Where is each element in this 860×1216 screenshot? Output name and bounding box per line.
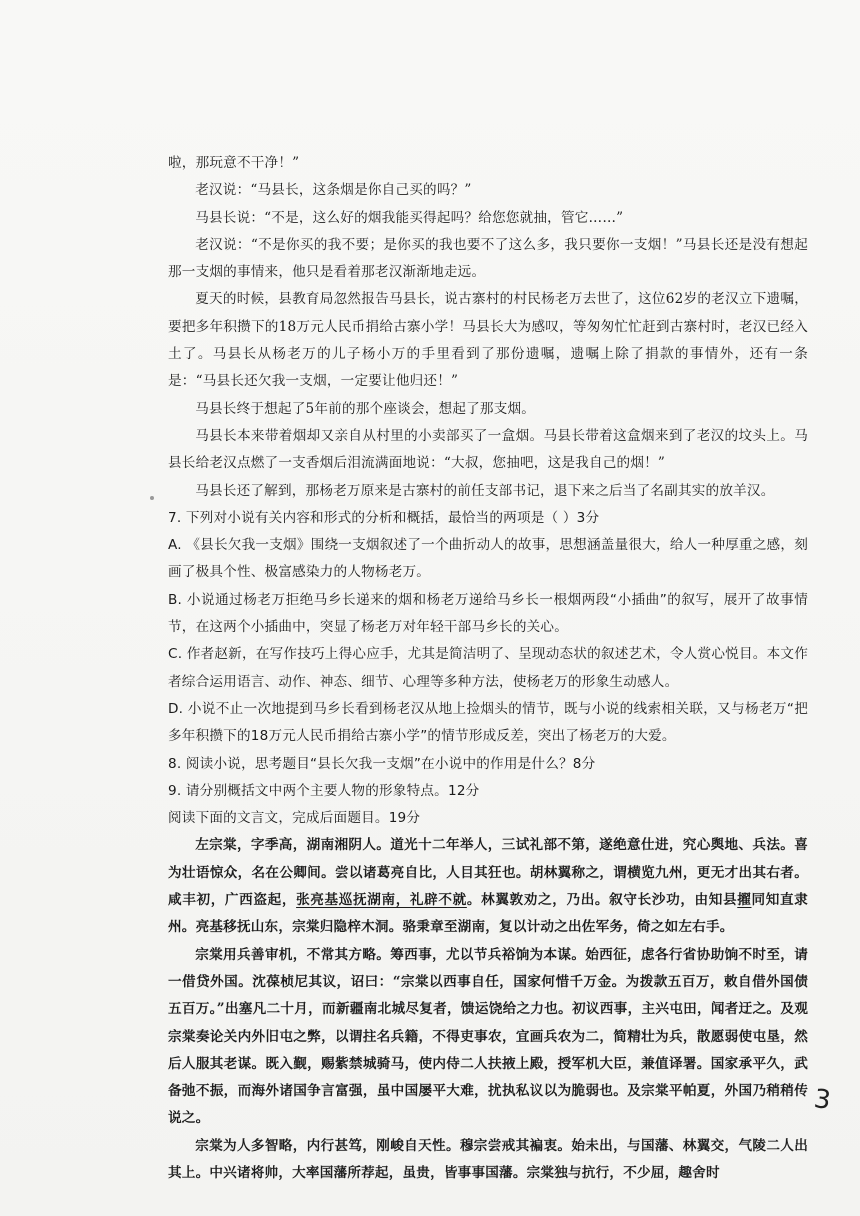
page-number: 3 (811, 1083, 833, 1117)
classical-paragraph-1-part-c: 同知直隶州。亮基移抚山东，宗棠归隐梓木洞。骆秉章至湖南，复以计动之出佐军务，倚之如左右手。 (168, 892, 808, 936)
classical-paragraph-1 (168, 832, 808, 941)
story-paragraph-7: 马县长本来带着烟却又亲自从村里的小卖部买了一盒烟。马县长带着这盒烟来到了老汉的坟头上。马县长给老汉点燃了一支香烟后泪流满面地说：“大叔，您抽吧，这是我自己的烟！” (168, 427, 808, 472)
question-8: 8. 阅读小说，思考题目“县长欠我一支烟”在小说中的作用是什么？8分 (168, 755, 596, 772)
scan-speck (150, 496, 154, 500)
question-7-option-a: A. 《县长欠我一支烟》围绕一支烟叙述了一个曲折动人的故事，思想涵盖量很大，给人一种厚重之感，刻画了极具个性、极富感染力的人物杨老万。 (168, 537, 808, 581)
text-body (168, 150, 808, 1187)
story-paragraph-5: 夏天的时候，县教育局忽然报告马县长，说古寨村的村民杨老万去世了，这位62岁的老汉立下遗嘱，要把多年积攒下的18万元人民币捐给古寨小学！马县长大为感叹，等匆匆忙忙赶到古寨村时，老汉已经入土了。马县长从杨老万的儿子杨小万的手里看到了那份遗嘱，遗嘱上除了捐款的事情外，还有一条是：“马县长还欠我一支烟，一定要让他归还！” (168, 291, 808, 390)
classical-paragraph-3: 宗棠为人多智略，内行甚笃，刚峻自天性。穆宗尝戒其褊衷。始未出，与国藩、林翼交，气陵二人出其上。中兴诸将帅，大率国藩所荐起，虽贵，皆事事国藩。宗棠独与抗行，不少屈，趣舍时 (168, 1137, 808, 1181)
classical-paragraph-1-part-b: 。林翼敦劝之，乃出。叙守长沙功，由知县 (466, 892, 738, 909)
underlined-word: 擢 (737, 892, 752, 909)
story-paragraph-8: 马县长还了解到，那杨老万原来是古寨村的前任支部书记，退下来之后当了名副其实的放羊汉。 (195, 482, 775, 499)
classical-intro: 阅读下面的文言文，完成后面题目。19分 (168, 810, 421, 827)
story-paragraph-2: 老汉说：“马县长，这条烟是你自己买的吗？” (195, 182, 472, 199)
question-7-option-b: B. 小说通过杨老万拒绝马乡长递来的烟和杨老万递给马乡长一根烟两段“小插曲”的叙写，展开了故事情节，在这两个小插曲中，突显了杨老万对年轻干部马乡长的关心。 (168, 591, 808, 636)
classical-paragraph-2: 宗棠用兵善审机，不常其方略。筹西事，尤以节兵裕饷为本谋。始西征，虑各行省协助饷不时至，请一借贷外国。沈葆桢尼其议，诏曰：“宗棠以西事自任，国家何惜千万金。为拨款五百万，敕自借外国债五百万。”出塞凡二十月，而新疆南北城尽复者，馈运饶给之力也。初议西事，主兴屯田，闻者迂之。及观宗棠奏论关内外旧屯之弊，以谓拄名兵籍，不得吏事农，宜画兵农为二，简精壮为兵，散愿弱使屯垦，然后人服其老谋。既入觐，赐紫禁城骑马，使内侍二人扶掖上殿，授军机大臣，兼值译署。国家承平久，武备弛不振，而海外诸国争言富强，虽中国屡平大难，扰执私议以为脆弱也。及宗棠平帕夏，外国乃稍稍传说之。 (168, 946, 808, 1127)
story-paragraph-4: 老汉说：“不是你买的我不要；是你买的我也要不了这么多，我只要你一支烟！”马县长还是没有想起那一支烟的事情来，他只是看着那老汉渐渐地走远。 (168, 236, 808, 281)
question-7-option-d: D. 小说不止一次地提到马乡长看到杨老汉从地上捡烟头的情节，既与小说的线索相关联，又与杨老万“把多年积攒下的18万元人民币捐给古寨小学”的情节形成反差，突出了杨老万的大爱。 (168, 700, 808, 745)
story-paragraph-6: 马县长终于想起了5年前的那个座谈会，想起了那支烟。 (195, 400, 536, 417)
story-paragraph-3: 马县长说：“不是，这么好的烟我能买得起吗？给您您就抽，管它……” (195, 209, 624, 226)
underlined-sentence: 张亮基巡抚湖南，礼辟不就 (296, 892, 467, 909)
question-7-option-c: C. 作者赵新，在写作技巧上得心应手，尤其是简洁明了、呈现动态状的叙述艺术，令人赏心悦目。本文作者综合运用语言、动作、神态、细节、心理等多种方法，使杨老万的形象生动感人。 (168, 646, 808, 690)
question-7: 7. 下列对小说有关内容和形式的分析和概括，最恰当的两项是（ ）3分 (168, 509, 600, 526)
story-paragraph-1: 啦，那玩意不干净！” (168, 155, 300, 171)
question-9: 9. 请分别概括文中两个主要人物的形象特点。12分 (168, 782, 480, 799)
classical-paragraph-1-part-a: 左宗棠，字季高，湖南湘阴人。道光十二年举人，三试礼部不第，遂绝意仕进，究心舆地、兵法。喜为壮语惊众，名在公卿间。尝以诸葛亮自比，人目其狂也。胡林翼称之，谓横览九州，更无才出其右者。咸丰初，广西盗起， (168, 837, 808, 909)
